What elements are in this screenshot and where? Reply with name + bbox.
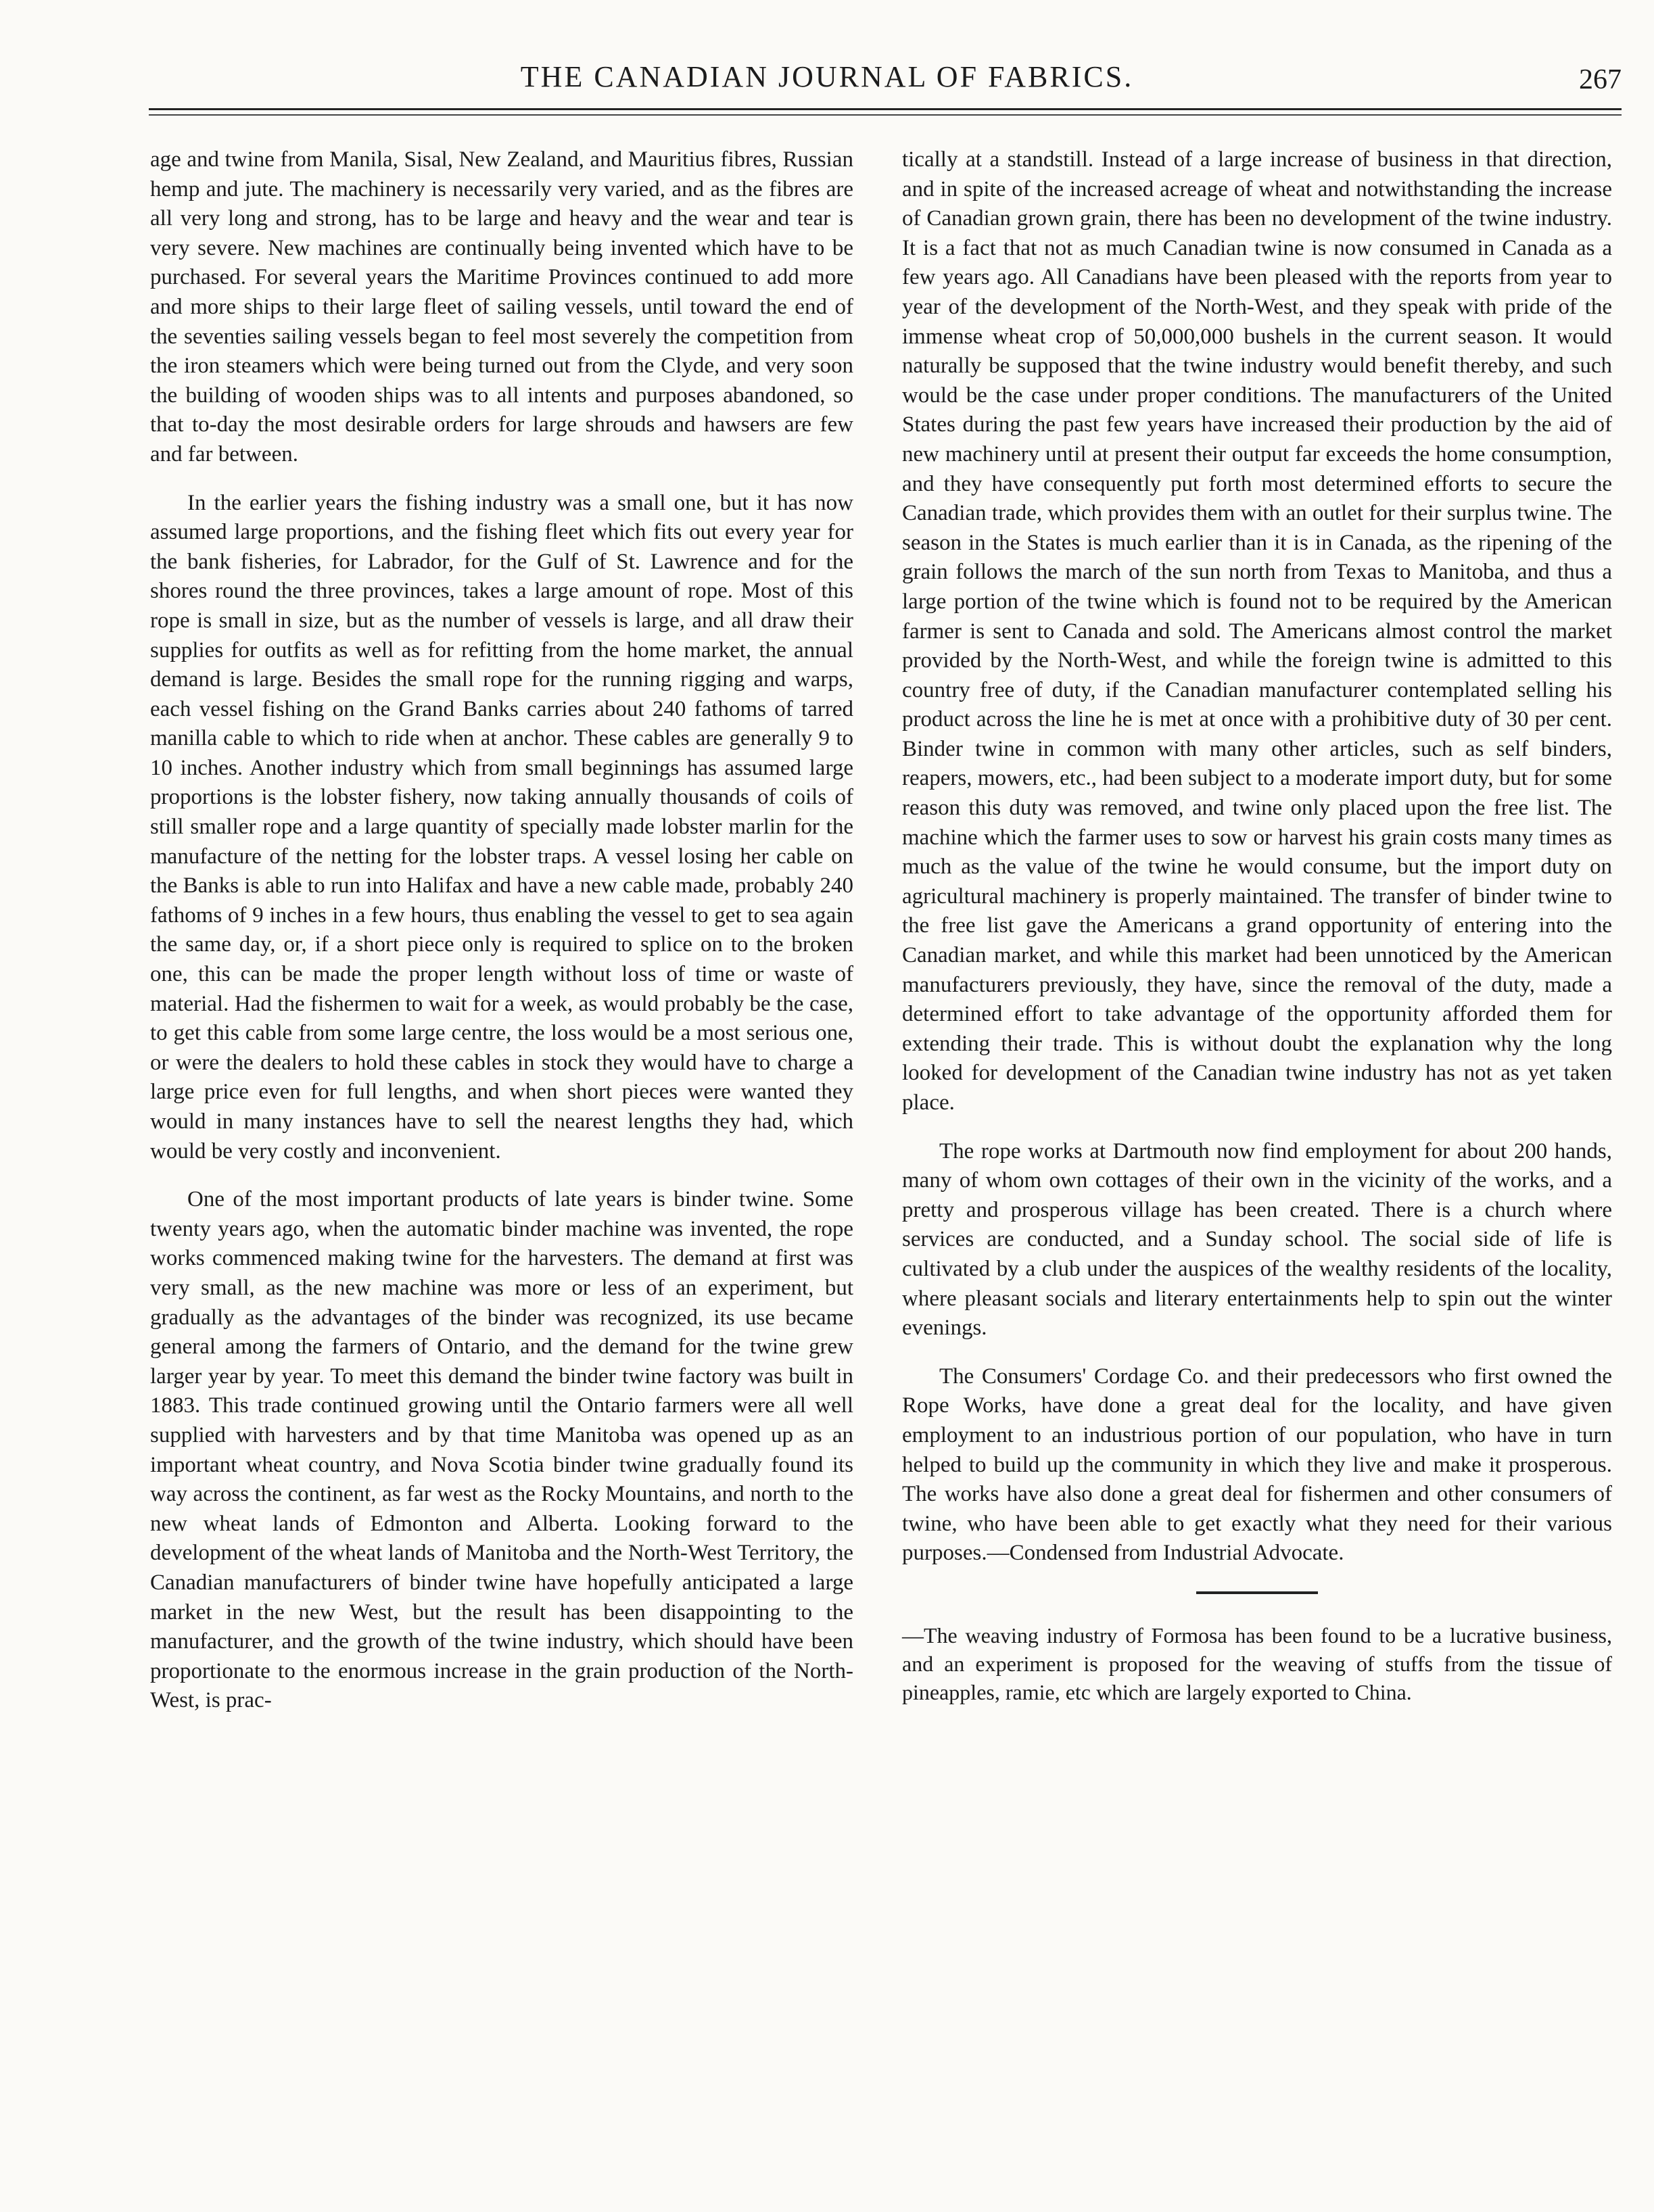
paragraph: One of the most important products of late years is binder twine. Some twenty years ago, when the automatic binder machine was invented, the rope works commenced making twine for the harvesters. The demand at first was very small, as the new machine was more or less of an experiment, but gradually as the advantages of the binder was recognized, its use became general among the farmers of Ontario, and the demand for the twine grew larger year by year. To meet this demand the binder twine factory was built in 1883. This trade continued growing until the Ontario farmers were all well supplied with harvesters and by that time Manitoba was opened up as an important wheat country, and Nova Scotia binder twine gradually found its way across the continent, as far west as the Rocky Mountains, and north to the new wheat lands of Edmonton and Alberta. Looking forward to the development of the wheat lands of Manitoba and the North-West Territory, the Canadian manufacturers of binder twine have hopefully anticipated a large market in the new West, but the result has been disappointing to the manufacturer, and the growth of the twine industry, which should have been proportionate to the enormous increase in the grain production of the North-West, is prac- (150, 1187, 853, 1713)
left-column (150, 145, 853, 1735)
paragraph: age and twine from Manila, Sisal, New Zealand, and Mauritius fibres, Russian hemp and jute. The machinery is necessarily very varied, and as the fibres are all very long and strong, has to be large and heavy and the wear and tear is very severe. New machines are continually being invented which have to be purchased. For several years the Maritime Provinces continued to add more and more ships to their large fleet of sailing vessels, until toward the end of the seventies sailing vessels began to feel most severely the competition from the iron steamers which were being turned out from the Clyde, and very soon the building of wooden ships was to all intents and purposes abandoned, so that to-day the most desirable orders for large shrouds and hawsers are few and far between. (150, 147, 853, 466)
page-number: 267 (1579, 64, 1622, 95)
page-header (0, 59, 1654, 107)
right-column (902, 145, 1612, 1725)
news-note: —The weaving industry of Formosa has been found to be a lucrative business, and an experiment is proposed for the weaving of stuffs from the tissue of pineapples, ramie, etc which are largely exported to China. (902, 1622, 1612, 1704)
journal-title: THE CANADIAN JOURNAL OF FABRICS. (520, 60, 1134, 93)
header-rule (149, 108, 1622, 116)
section-divider (1196, 1591, 1318, 1594)
paragraph: The rope works at Dartmouth now find employment for about 200 hands, many of whom own cottages of their own in the vicinity of the works, and a pretty and prosperous village has been created. There is a church where services are conducted, and a Sunday school. The social side of life is cultivated by a club under the auspices of the wealthy residents of the locality, where pleasant socials and literary entertainments help to spin out the winter evenings. (902, 1138, 1612, 1341)
paragraph: In the earlier years the fishing industry was a small one, but it has now assumed large proportions, and the fishing fleet which fits out every year for the bank fisheries, for Labrador, for the Gulf of St. Lawrence and for the shores round the three provinces, takes a large amount of rope. Most of this rope is small in size, but as the number of vessels is large, and all draw their supplies for outfits as well as for refitting from the home market, the annual demand is large. Besides the small rope for the running rigging and warps, each vessel fishing on the Grand Banks carries about 240 fathoms of tarred manilla cable to which to ride when at anchor. These cables are generally 9 to 10 inches. Another industry which from small beginnings has assumed large proportions is the lobster fishery, now taking annually thousands of coils of still smaller rope and a large quantity of specially made lobster marlin for the manufacture of the netting for the lobster traps. A vessel losing her cable on the Banks is able to run into Halifax and have a new cable made, probably 240 fathoms of 9 inches in a few hours, thus enabling the vessel to get to sea again the same day, or, if a short piece only is required to splice on to the broken one, this can be made the proper length without loss of time or waste of material. Had the fishermen to wait for a week, as would probably be the case, to get this cable from some large centre, the loss would be a most serious one, or were the dealers to hold these cables in stock they would have to charge a large price even for full lengths, and when short pieces were wanted they would in many instances have to sell the nearest lengths they had, which would be very costly and inconvenient. (150, 490, 853, 1163)
paragraph: tically at a standstill. Instead of a large increase of business in that direction, and in spite of the increased acreage of wheat and notwithstanding the increase of Canadian grown grain, there has been no development of the twine industry. It is a fact that not as much Canadian twine is now consumed in Canada as a few years ago. All Canadians have been pleased with the reports from year to year of the development of the North-West, and they speak with pride of the immense wheat crop of 50,000,000 bushels in the current season. It would naturally be supposed that the twine industry would benefit thereby, and such would be the case under proper conditions. The manufacturers of the United States during the past few years have increased their production by the aid of new machinery until at present their output far exceeds the home consumption, and they have consequently put forth most determined efforts to secure the Canadian trade, which provides them with an outlet for their surplus twine. The season in the States is much earlier than it is in Canada, as the ripening of the grain follows the march of the sun north from Texas to Manitoba, and thus a large portion of the twine which is found not to be required by the American farmer is sent to Canada and sold. The Americans almost control the market provided by the North-West, and while the foreign twine is admitted to this country free of duty, if the Canadian manufacturer contemplated selling his product across the line he is met at once with a prohibitive duty of 30 per cent. Binder twine in common with many other articles, such as self binders, reapers, mowers, etc., had been subject to a moderate import duty, but for some reason this duty was removed, and twine only placed upon the free list. The machine which the farmer uses to sow or harvest his grain costs many times as much as the value of the twine he would consume, but the import duty on agricultural machinery is properly maintained. The transfer of binder twine to the free list gave the Americans a grand opportunity of entering into the Canadian market, and while this market had been unnoticed by the American manufacturers previously, they have, since the removal of the duty, made a determined effort to take advantage of the opportunity afforded them for extending their trade. This is without doubt the explanation why the long looked for development of the Canadian twine industry has not as yet taken place. (902, 147, 1612, 1115)
paragraph: The Consumers' Cordage Co. and their predecessors who first owned the Rope Works, have done a great deal for the locality, and have given employment to an industrious portion of our population, who have in turn helped to build up the community in which they live and make it prosperous. The works have also done a great deal for fishermen and other consumers of twine, who have been able to get exactly what they need for their various purposes.—Condensed from Industrial Advocate. (902, 1364, 1612, 1566)
